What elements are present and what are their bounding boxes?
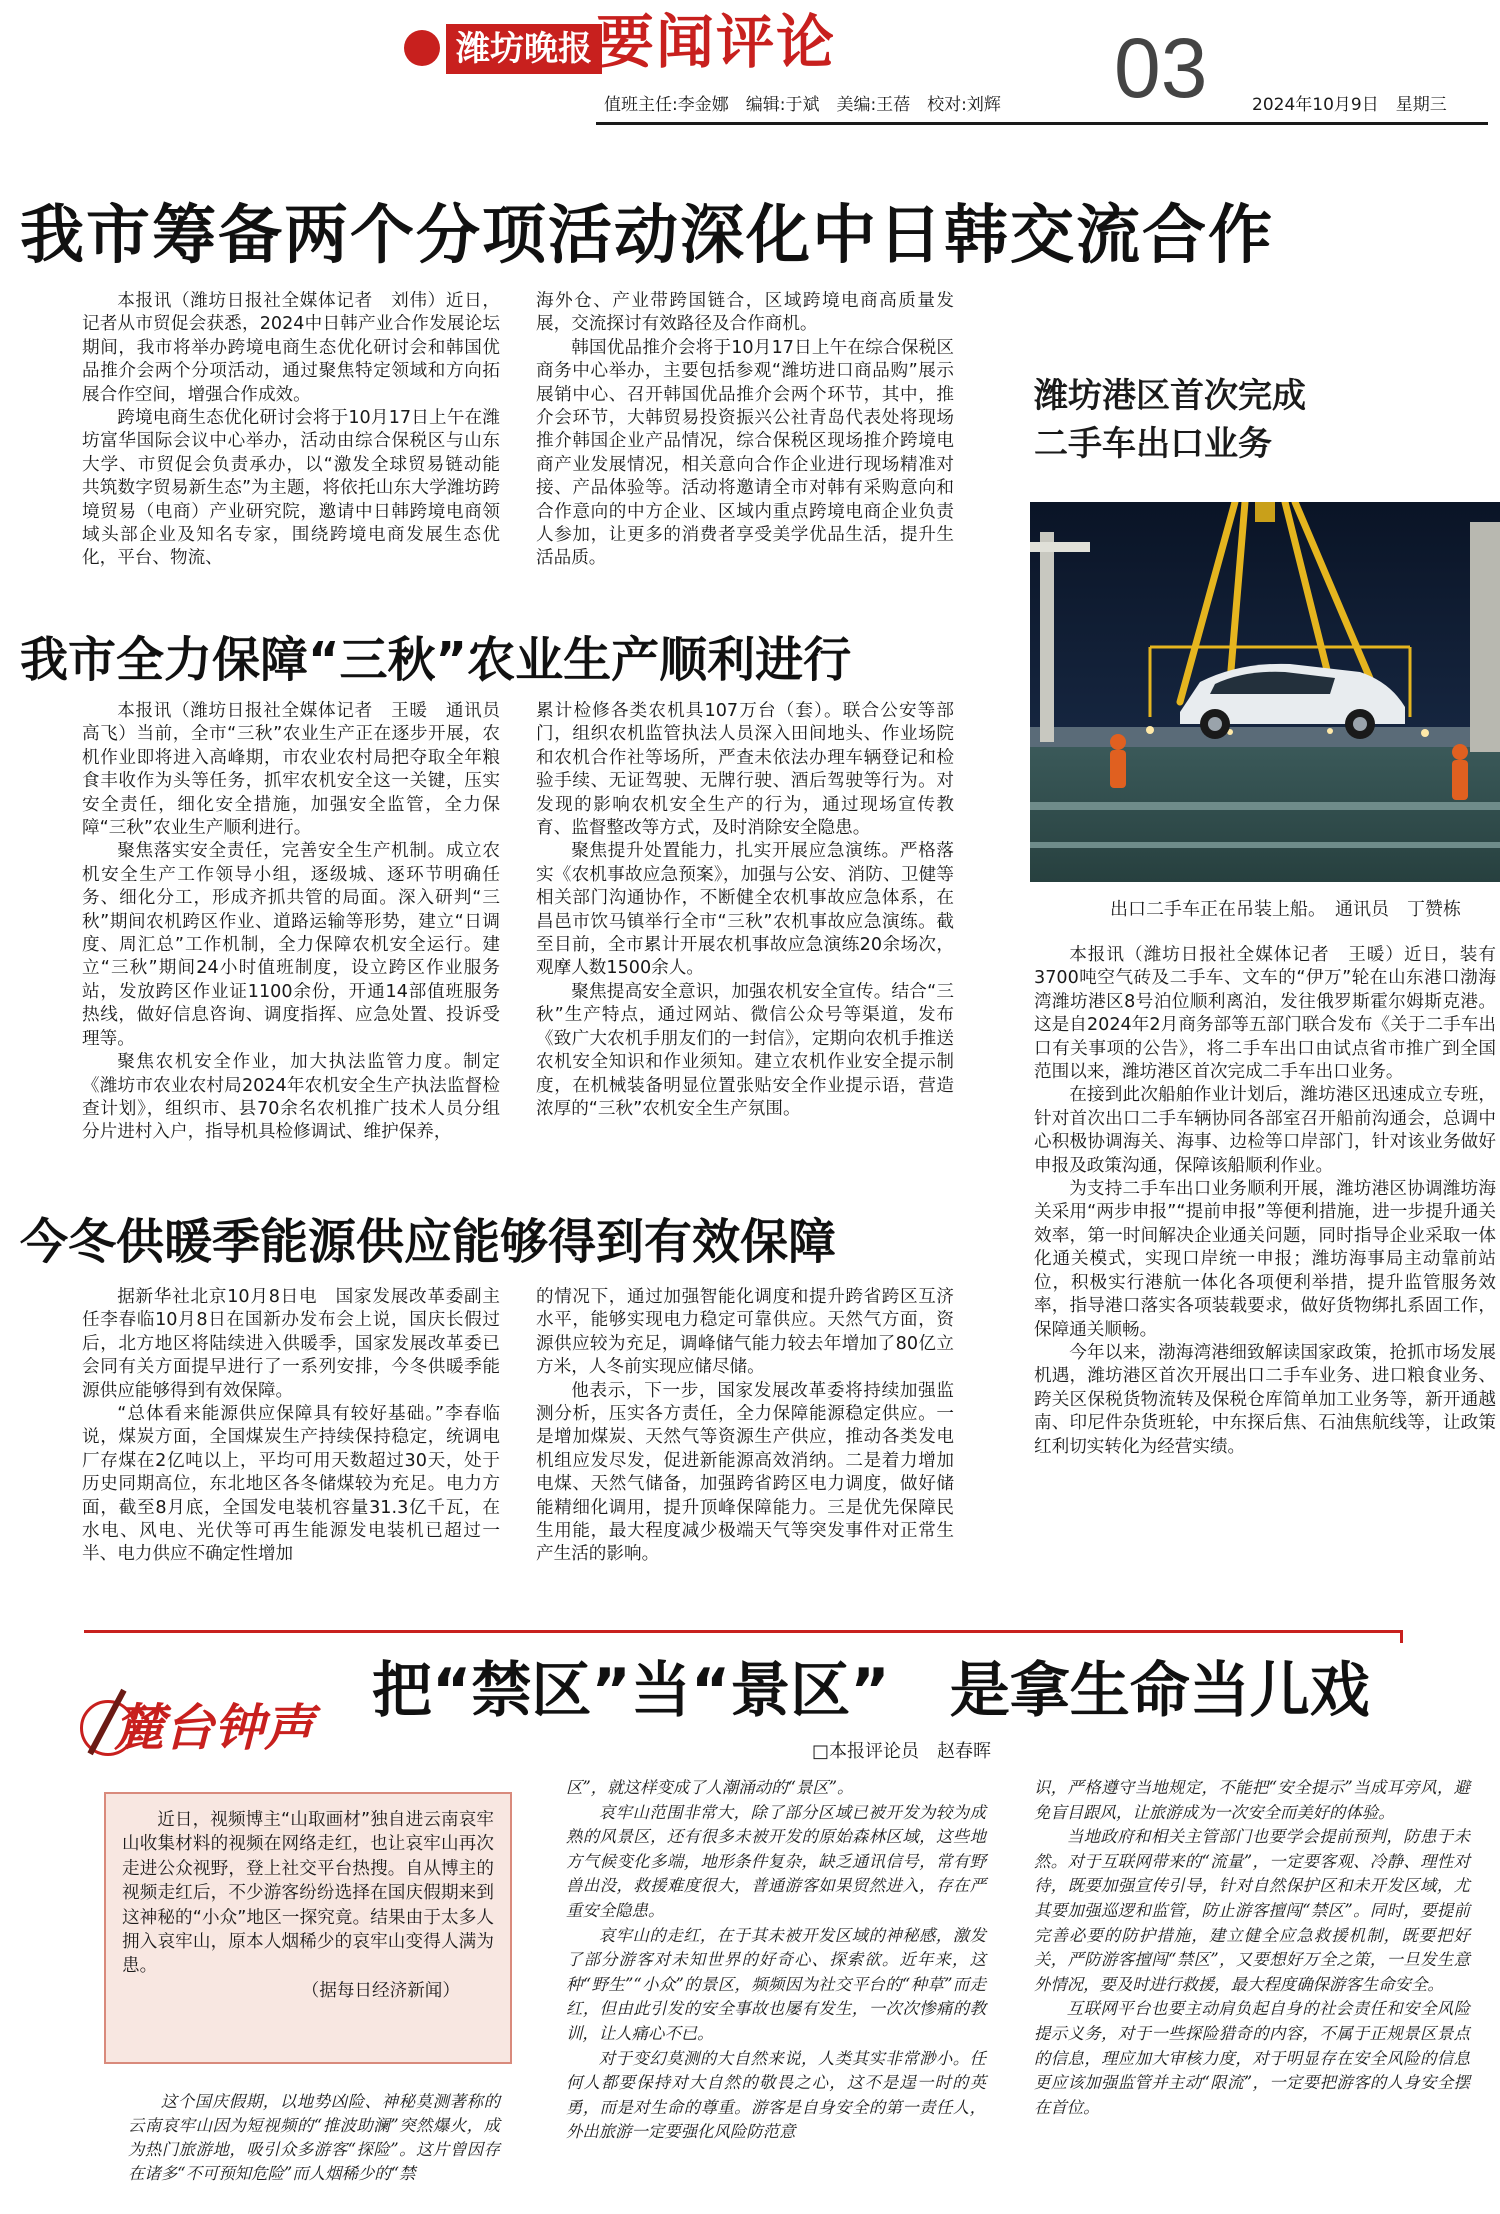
headline-cjk-cooperation: 我市筹备两个分项活动深化中日韩交流合作 bbox=[20, 199, 1274, 273]
paragraph: 的情况下，通过加强智能化调度和提升跨省跨区互济水平，能够实现电力稳定可靠供应。天然气方面，资源供应较为充足，调峰储气能力较去年增加了80亿立方米，人冬前实现应储尽储。 bbox=[536, 1287, 954, 1378]
article2-column-2 bbox=[536, 700, 954, 1121]
paragraph: 聚焦提高安全意识，加强农机安全宣传。结合“三秋”生产特点，通过网站、微信公众号等渠道，发布《致广大农机手朋友们的一封信》，定期向农机手推送农机安全知识和作业须知。建立农机作业安全提示制度，在机械装备明显位置张贴安全作业提示语，营造浓厚的“三秋”农机安全生产氛围。 bbox=[536, 981, 954, 1119]
paragraph: 哀牢山范围非常大，除了部分区域已被开发为较为成熟的风景区，还有很多未被开发的原始森林区域，这些地方气候变化多端，地形条件复杂，缺乏通讯信号，常有野兽出没，救援难度很大，普通游客如果贸然进入，存在严重安全隐患。 bbox=[566, 1802, 986, 1920]
headline-winter-heating: 今冬供暖季能源供应能够得到有效保障 bbox=[20, 1214, 837, 1270]
lead-box-text: 近日，视频博主“山取画材”独自进云南哀牢山收集材料的视频在网络走红，也让哀牢山再次走进公众视野，登上社交平台热搜。自从博主的视频走红后，不少游客纷纷选择在国庆假期来到这神秘的“小众”地区一探究竟。结果由于太多人拥入哀牢山，原本人烟稀少的哀牢山变得人满为患。 bbox=[122, 1810, 494, 1977]
column-name: 麓台钟声 bbox=[114, 1698, 314, 1757]
paragraph: 在接到此次船舶作业计划后，潍坊港区迅速成立专班，针对首次出口二手车辆协同各部室召开船前沟通会，总调中心积极协调海关、海事、边检等口岸部门，针对该业务做好申报及政策沟通，保障该船顺利作业。 bbox=[1034, 1085, 1496, 1176]
paragraph: 这个国庆假期，以地势凶险、神秘莫测著称的云南哀牢山因为短视频的“推波助澜”突然爆火，成为热门旅游地，吸引众多游客“探险”。这片曾因存在诸多“不可预知危险”而人烟稀少的“禁 bbox=[128, 2092, 500, 2183]
paragraph: 聚焦农机安全作业，加大执法监管力度。制定《潍坊市农业农村局2024年农机安全生产执法监督检查计划》，组织市、县70余名农机推广技术人员分组分片进村入户，指导机具检修调试、维护保养， bbox=[82, 1052, 500, 1143]
sidebar-headline-line-1: 潍坊港区首次完成 bbox=[1034, 376, 1306, 416]
paragraph: 今年以来，渤海湾港细致解读国家政策，抢抓市场发展机遇，潍坊港区首次开展出口二手车业务、进口粮食业务、跨关区保税货物流转及保税仓库简单加工业务等，新开通越南、印尼件杂货班轮，中东探后焦、石油焦航线等，让政策红利切实转化为经营实绩。 bbox=[1034, 1342, 1496, 1457]
commentary-headline: 把“禁区”当“景区” 是拿生命当儿戏 bbox=[372, 1656, 1370, 1726]
paragraph: 当地政府和相关主管部门也要学会提前预判，防患于未然。对于互联网带来的“流量”，一定要客观、冷静、理性对待，既要加强宣传引导，针对自然保护区和未开发区域，尤其要加强巡逻和监管，防止游客擅闯“禁区”。同时，要提前完善必要的防护措施，建立健全应急救援机制，既要把好关，严防游客擅闯“禁区”，又要想好万全之策，一旦发生意外情况，要及时进行救援，最大程度确保游客生命安全。 bbox=[1034, 1827, 1470, 1994]
paragraph: 本报讯（潍坊日报社全媒体记者 王暖 通讯员 高飞）当前，全市“三秋”农业生产正在逐步开展，农机作业即将进入高峰期，市农业农村局把夺取全年粮食丰收作为头等任务，抓牢农机安全这一关键，压实安全责任，细化安全措施，加强安全监管，全力保障“三秋”农业生产顺利进行。 bbox=[82, 701, 518, 839]
crane-lifting-car-illustration bbox=[1030, 502, 1500, 882]
headline-autumn-harvest: 我市全力保障“三秋”农业生产顺利进行 bbox=[20, 632, 852, 688]
paragraph: “总体看来能源供应保障具有较好基础。”李春临说，煤炭方面，全国煤炭生产持续保持稳定，统调电厂存煤在2亿吨以上，平均可用天数超过30天，处于历史同期高位，东北地区各冬储煤较为充足。电力方面，截至8月底，全国发电装机容量31.3亿千瓦，在水电、风电、光伏等可再生能源发电装机已超过一半、电力供应不确定性增加 bbox=[82, 1404, 500, 1565]
paragraph: 他表示，下一步，国家发展改革委将持续加强监测分析，压实各方责任，全力保障能源稳定供应。一是增加煤炭、天然气等资源生产供应，推动各类发电机组应发尽发，促进新能源高效消纳。二是着力增加电煤、天然气储备，加强跨省跨区电力调度，做好储能精细化调用，提升顶峰保障能力。三是优先保障民生用能，最大程度减少极端天气等突发事件对正常生产生活的影响。 bbox=[536, 1380, 954, 1565]
article1-column-1 bbox=[82, 290, 518, 571]
paragraph: 累计检修各类农机具107万台（套）。联合公安等部门，组织农机监管执法人员深入田间地头、作业场院和农机合作社等场所，严查未依法办理车辆登记和检验手续、无证驾驶、无牌行驶、酒后驾驶等行为。对发现的影响农机安全生产的行为，通过现场宣传教育、监督整改等方式，及时消除安全隐患。 bbox=[536, 701, 954, 839]
issue-date: 2024年10月9日 星期三 bbox=[1252, 95, 1447, 115]
lead-box bbox=[104, 1792, 512, 2064]
section-title: 要闻评论 bbox=[596, 8, 837, 76]
paragraph: 互联网平台也要主动肩负起自身的社会责任和安全风险提示义务，对于一些探险猎奇的内容，不属于正规景区景点的信息，理应加大审核力度，对于明显存在安全风险的信息更应该加强监管并主动“限流”，一定要把游客的人身安全摆在首位。 bbox=[1034, 1999, 1470, 2117]
paragraph: 区”，就这样变成了人潮涌动的“景区”。 bbox=[566, 1778, 854, 1797]
paper-name: 潍坊晚报 bbox=[446, 24, 602, 74]
paragraph: 据新华社北京10月8日电 国家发展改革委副主任李春临10月8日在国新办发布会上说，国庆长假过后，北方地区将陆续进入供暖季，国家发展改革委已会同有关方面提早进行了一系列安排，今冬供暖季能源供应能够得到有效保障。 bbox=[82, 1287, 500, 1401]
paragraph: 本报讯（潍坊日报社全媒体记者 刘伟）近日，记者从市贸促会获悉，2024中日韩产业合作发展论坛期间，我市将举办跨境电商生态优化研讨会和韩国优品推介会两个分项活动，通过聚焦特定领域和方向拓展合作空间，增强合作成效。 bbox=[82, 291, 500, 405]
article3-column-1 bbox=[82, 1286, 500, 1567]
paragraph: 对于变幻莫测的大自然来说，人类其实非常渺小。任何人都要保持对大自然的敬畏之心，这不是逞一时的英勇，而是对生命的尊重。游客是自身安全的第一责任人，外出旅游一定要强化风险防范意 bbox=[566, 2048, 986, 2142]
header-credits: 值班主任:李金娜 编辑:于斌 美编:王蓓 校对:刘辉 bbox=[604, 95, 1001, 115]
article1-column-2 bbox=[536, 290, 954, 571]
paragraph: 韩国优品推介会将于10月17日上午在综合保税区商务中心举办，主要包括参观“潍坊进口商品购”展示展销中心、召开韩国优品推介会两个环节，其中，推介会环节，大韩贸易投资振兴公社青岛代表处将现场推介韩国企业产品情况，综合保税区现场推介跨境电商产业发展情况，相关意向合作企业进行现场精准对接、产品体验等。活动将邀请全市对韩有采购意向和合作意向的中方企业、区域内重点跨境电商企业负责人参加，让更多的消费者享受美学优品生活，提升生活品质。 bbox=[536, 337, 954, 569]
sidebar-headline bbox=[1034, 372, 1306, 468]
paper-logo-icon bbox=[404, 30, 440, 66]
sidebar-body bbox=[1034, 944, 1496, 1459]
commentary-column-3 bbox=[1034, 1776, 1470, 2120]
commentary-frame bbox=[84, 1630, 1403, 1643]
commentary-column-1 bbox=[128, 2090, 500, 2186]
article2-column-1 bbox=[82, 700, 518, 1145]
paragraph: 海外仓、产业带跨国链合，区域跨境电商高质量发展，交流探讨有效路径及合作商机。 bbox=[536, 291, 954, 335]
news-photo bbox=[1030, 502, 1500, 882]
paragraph: 识，严格遵守当地规定，不能把“安全提示”当成耳旁风，避免盲目跟风，让旅游成为一次安全而美好的体验。 bbox=[1034, 1778, 1470, 1822]
commentary-column-2 bbox=[566, 1776, 986, 2145]
article3-column-2 bbox=[536, 1286, 954, 1567]
page-number: 03 bbox=[1114, 21, 1208, 115]
commentary-byline: □本报评论员 赵春晖 bbox=[812, 1741, 992, 1762]
paragraph: 本报讯（潍坊日报社全媒体记者 王暖）近日，装有3700吨空气砖及二手车、文车的“伊万”轮在山东港口渤海湾潍坊港区8号泊位顺利离泊，发往俄罗斯霍尔姆斯克港。这是自2024年2月商务部等五部门联合发布《关于二手车出口有关事项的公告》，将二手车出口由试点省市推广到全国范围以来，潍坊港区首次完成二手车出口业务。 bbox=[1034, 945, 1496, 1083]
paragraph: 聚焦提升处置能力，扎实开展应急演练。严格落实《农机事故应急预案》，加强与公安、消防、卫健等相关部门沟通协作，不断健全农机事故应急体系，在昌邑市饮马镇举行全市“三秋”农机事故应急演练。截至目前，全市累计开展农机事故应急演练20余场次，观摩人数1500余人。 bbox=[536, 841, 954, 979]
paragraph: 为支持二手车出口业务顺利开展，潍坊港区协调潍坊海关采用“两步申报”“提前申报”等便利措施，进一步提升通关效率，第一时间解决企业通关问题，同时指导企业采取一体化通关模式，实现口岸统一申报；潍坊海事局主动靠前站位，积极实行港航一体化各项便利举措，提升监管服务效率，指导港口落实各项装载要求，做好货物绑扎系固工作，保障通关顺畅。 bbox=[1034, 1179, 1496, 1340]
column-logo bbox=[70, 1690, 340, 1770]
paragraph: 聚焦落实安全责任，完善安全生产机制。成立农机安全生产工作领导小组，逐级城、逐环节明确任务、细化分工，形成齐抓共管的局面。深入研判“三秋”期间农机跨区作业、道路运输等形势，建立“日调度、周汇总”工作机制，全力保障农机安全运行。建立“三秋”期间24小时值班制度，设立跨区作业服务站，发放跨区作业证1100余份，开通14部值班服务热线，做好信息咨询、调度指挥、应急处置、投诉受理等。 bbox=[82, 841, 500, 1049]
paragraph: 跨境电商生态优化研讨会将于10月17日上午在潍坊富华国际会议中心举办，活动由综合保税区与山东大学、市贸促会负责承办，以“激发全球贸易链动能 共筑数字贸易新生态”为主题，将依托山东大学潍坊跨境贸易（电商）产业研究院，邀请中日韩跨境电商领域头部企业及知名专家，围绕跨境电商发展生态优化，平台、物流、 bbox=[82, 408, 518, 569]
masthead-rule bbox=[596, 122, 1488, 125]
lead-box-source: （据每日经济新闻） bbox=[301, 1980, 460, 2001]
sidebar-headline-line-2: 二手车出口业务 bbox=[1034, 424, 1272, 464]
paragraph: 哀牢山的走红，在于其未被开发区域的神秘感，激发了部分游客对未知世界的好奇心、探索欲。近年来，这种“野生”“小众”的景区，频频因为社交平台的“种草”而走红，但由此引发的安全事故也屡有发生，一次次惨痛的教训，让人痛心不已。 bbox=[566, 1925, 986, 2043]
photo-caption: 出口二手车正在吊装上船。 通讯员 丁赞栋 bbox=[1110, 899, 1461, 920]
